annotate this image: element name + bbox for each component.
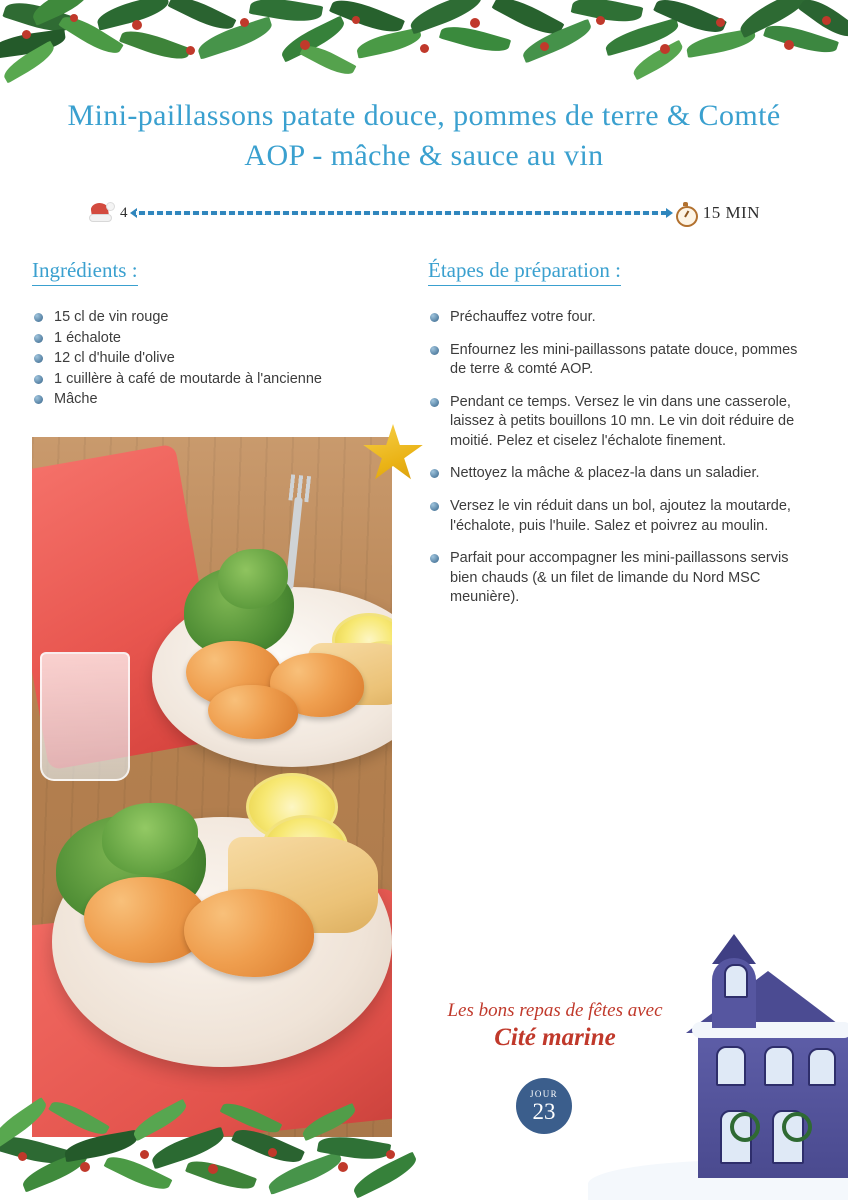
brand-name: Cité marine	[494, 1024, 616, 1051]
ingredients-heading: Ingrédients :	[32, 258, 138, 286]
day-badge	[516, 1078, 572, 1134]
recipe-meta-bar	[88, 195, 760, 231]
winter-house-illustration	[668, 938, 848, 1178]
steps-list	[428, 308, 800, 608]
list-item: Nettoyez la mâche & placez-la dans un saladier.	[428, 464, 800, 484]
santa-hat-icon	[88, 202, 114, 224]
servings-value: 4	[120, 204, 128, 221]
time-meta	[675, 202, 760, 224]
ingredients-column	[32, 258, 392, 411]
day-badge-number: 23	[532, 1098, 556, 1124]
list-item: 12 cl d'huile d'olive	[32, 349, 392, 369]
steps-column	[428, 258, 800, 621]
recipe-photo	[32, 437, 392, 1137]
list-item: Pendant ce temps. Versez le vin dans une casserole, laissez à petits bouillons 10 mn. Le vin doit réduire de moitié. Pelez et ciselez l'échalote finement.	[428, 393, 800, 452]
servings-meta	[88, 202, 128, 224]
timer-icon	[675, 202, 697, 224]
steps-heading: Étapes de préparation :	[428, 258, 621, 286]
brand-block	[410, 1000, 700, 1052]
top-holly-garland	[0, 0, 848, 92]
list-item: Enfournez les mini-paillassons patate douce, pommes de terre & comté AOP.	[428, 341, 800, 380]
list-item: 1 échalote	[32, 329, 392, 349]
list-item: 1 cuillère à café de moutarde à l'ancienne	[32, 370, 392, 390]
page-title: Mini-paillassons patate douce, pommes de terre & Comté AOP - mâche & sauce au vin	[67, 99, 781, 172]
list-item: Préchauffez votre four.	[428, 308, 800, 328]
list-item: Versez le vin réduit dans un bol, ajoutez la moutarde, l'échalote, puis l'huile. Salez et poivrez au moulin.	[428, 497, 800, 536]
meta-divider-rule	[136, 208, 667, 218]
time-value: 15 MIN	[702, 203, 760, 222]
list-item: Mâche	[32, 390, 392, 410]
day-badge-label: JOUR	[529, 1088, 559, 1099]
title-block	[40, 96, 808, 175]
list-item: 15 cl de vin rouge	[32, 308, 392, 328]
ingredients-list	[32, 308, 392, 410]
list-item: Parfait pour accompagner les mini-paillassons servis bien chauds (& un filet de limande du Nord MSC meunière).	[428, 549, 800, 608]
brand-tagline: Les bons repas de fêtes avec	[447, 1000, 663, 1021]
